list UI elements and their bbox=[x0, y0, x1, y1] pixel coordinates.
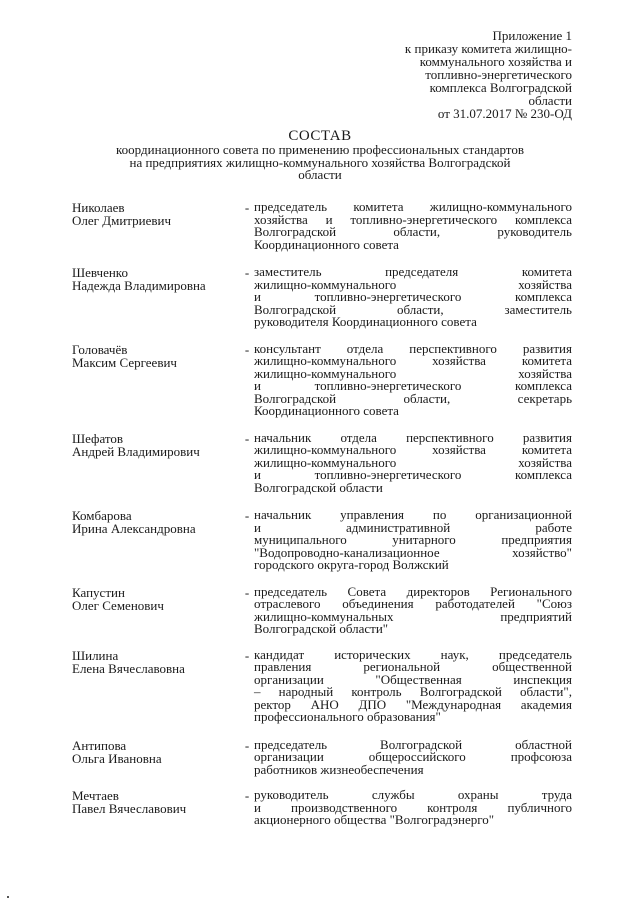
member-name bbox=[72, 509, 240, 572]
member-dash: - bbox=[244, 200, 250, 215]
member-given-name: Максим Сергеевич bbox=[72, 354, 177, 370]
role-line: и производственного контроля публичного bbox=[254, 799, 572, 815]
role-line: Координационного совета bbox=[254, 403, 399, 418]
title-line: координационного совета по применению профессиональных стандартов bbox=[116, 142, 524, 157]
member-name bbox=[72, 789, 240, 827]
member-name bbox=[72, 266, 240, 329]
member-given-name: Олег Семенович bbox=[72, 597, 164, 613]
header-line: Приложение 1 bbox=[492, 28, 572, 43]
member-name bbox=[72, 586, 240, 636]
member-given-name: Павел Вячеславович bbox=[72, 801, 187, 816]
role-line: муниципального унитарного предприятия bbox=[254, 532, 572, 547]
member-surname: Шевченко bbox=[72, 265, 128, 280]
role-line: руководителя Координационного совета bbox=[254, 314, 477, 329]
header-line: коммунального хозяйства и bbox=[419, 54, 572, 69]
header-line: области bbox=[528, 93, 572, 108]
document-title: СОСТАВ bbox=[288, 128, 352, 144]
member-role bbox=[254, 429, 572, 495]
role-line: и административной работе bbox=[254, 519, 572, 535]
role-line: Волгоградской области, секретарь bbox=[254, 390, 572, 406]
role-line: председатель Волгоградской областной bbox=[254, 736, 572, 752]
header-line: комплекса Волгоградской bbox=[429, 80, 572, 95]
role-line: – народный контроль Волгоградской области", bbox=[254, 684, 572, 699]
member-given-name: Ирина Александровна bbox=[72, 521, 196, 536]
member-dash: - bbox=[244, 341, 250, 357]
member-name bbox=[72, 739, 240, 777]
title-line: на предприятиях жилищно-коммунального хозяйства Волгоградской bbox=[129, 154, 511, 170]
member-surname: Капустин bbox=[72, 584, 125, 600]
member-role bbox=[254, 789, 572, 827]
scan-mark bbox=[7, 896, 9, 898]
header-line: топливно-энергетического bbox=[425, 67, 572, 82]
member-dash: - bbox=[244, 430, 250, 446]
member-given-name: Елена Вячеславовна bbox=[72, 660, 185, 676]
member-role bbox=[254, 509, 572, 572]
member-entry bbox=[72, 583, 574, 636]
member-dash: - bbox=[244, 788, 250, 803]
member-surname: Комбарова bbox=[72, 508, 132, 523]
member-given-name: Надежда Владимировна bbox=[72, 278, 206, 293]
member-name bbox=[72, 649, 240, 724]
member-dash: - bbox=[244, 584, 250, 600]
header-line: от 31.07.2017 № 230-ОД bbox=[437, 106, 572, 121]
role-line: акционерного общества "Волгоградэнерго" bbox=[254, 812, 495, 827]
document-header bbox=[342, 29, 572, 120]
role-line: жилищно-коммунального хозяйства bbox=[254, 365, 572, 381]
member-name bbox=[72, 201, 240, 251]
role-line: организации общероссийского профсоюза bbox=[254, 749, 572, 764]
role-line: начальник отдела перспективного развития bbox=[254, 429, 572, 445]
role-line: отраслевого объединения работодателей "Союз bbox=[254, 596, 572, 611]
member-dash: - bbox=[244, 508, 250, 523]
role-line: Волгоградской области" bbox=[254, 621, 389, 636]
role-line: ректор АНО ДПО "Международная академия bbox=[254, 696, 572, 712]
role-line: начальник управления по организационной bbox=[254, 507, 572, 522]
member-surname: Николаев bbox=[72, 200, 125, 215]
member-role bbox=[254, 340, 572, 418]
role-line: жилищно-коммунального хозяйства bbox=[254, 454, 572, 470]
role-line: и топливно-энергетического комплекса bbox=[254, 378, 572, 393]
role-line: и топливно-энергетического комплекса bbox=[254, 289, 572, 304]
member-name bbox=[72, 343, 240, 418]
header-line: к приказу комитета жилищно- bbox=[404, 41, 572, 56]
role-line: работников жизнеобеспечения bbox=[254, 761, 424, 777]
member-dash: - bbox=[244, 737, 250, 753]
role-line: Волгоградской области, заместитель bbox=[254, 301, 572, 317]
member-given-name: Андрей Владимирович bbox=[72, 443, 200, 459]
role-line: заместитель председателя комитета bbox=[254, 264, 572, 279]
role-line: председатель Совета директоров Регионального bbox=[254, 583, 572, 599]
role-line: руководитель службы охраны труда bbox=[254, 787, 572, 802]
member-entry bbox=[72, 789, 574, 827]
role-line: жилищно-коммунального хозяйства bbox=[254, 276, 572, 292]
member-surname: Головачёв bbox=[72, 341, 128, 357]
member-entry bbox=[72, 340, 574, 418]
member-surname: Шефатов bbox=[72, 430, 124, 446]
member-role bbox=[254, 736, 572, 777]
member-entry bbox=[72, 429, 574, 495]
member-entry bbox=[72, 646, 574, 724]
title-line: области bbox=[298, 167, 342, 182]
role-line: организации "Общественная инспекция bbox=[254, 671, 572, 687]
member-entry bbox=[72, 736, 574, 777]
role-line: Волгоградской области, руководитель bbox=[254, 224, 572, 239]
member-surname: Антипова bbox=[72, 737, 127, 753]
role-line: жилищно-коммунального хозяйства комитета bbox=[254, 353, 572, 368]
role-line: Волгоградской области bbox=[254, 479, 383, 495]
member-role bbox=[254, 201, 572, 251]
member-dash: - bbox=[244, 265, 250, 280]
role-line: кандидат исторических наук, председатель bbox=[254, 646, 572, 662]
role-line: "Водопроводно-канализационное хозяйство" bbox=[254, 544, 572, 560]
member-given-name: Олег Дмитриевич bbox=[72, 213, 171, 228]
member-dash: - bbox=[244, 647, 250, 663]
member-surname: Шилина bbox=[72, 647, 119, 663]
member-given-name: Ольга Ивановна bbox=[72, 750, 162, 766]
members-list bbox=[72, 201, 574, 827]
role-line: жилищно-коммунального хозяйства комитета bbox=[254, 442, 572, 457]
role-line: жилищно-коммунальных предприятий bbox=[254, 608, 572, 624]
member-role bbox=[254, 266, 572, 329]
document-title-block bbox=[70, 128, 570, 182]
role-line: хозяйства и топливно-энергетического комплекса bbox=[254, 211, 572, 227]
role-line: председатель комитета жилищно-коммунального bbox=[254, 199, 572, 214]
role-line: городского округа-город Волжский bbox=[254, 557, 449, 572]
role-line: правления региональной общественной bbox=[254, 659, 572, 674]
member-role bbox=[254, 646, 572, 724]
member-name bbox=[72, 432, 240, 495]
role-line: консультант отдела перспективного развития bbox=[254, 340, 572, 356]
member-role bbox=[254, 583, 572, 636]
role-line: и топливно-энергетического комплекса bbox=[254, 467, 572, 482]
member-surname: Мечтаев bbox=[72, 788, 119, 803]
member-entry bbox=[72, 266, 574, 329]
member-entry bbox=[72, 201, 574, 251]
role-line: профессионального образования" bbox=[254, 709, 441, 724]
member-entry bbox=[72, 509, 574, 572]
role-line: Координационного совета bbox=[254, 236, 399, 252]
